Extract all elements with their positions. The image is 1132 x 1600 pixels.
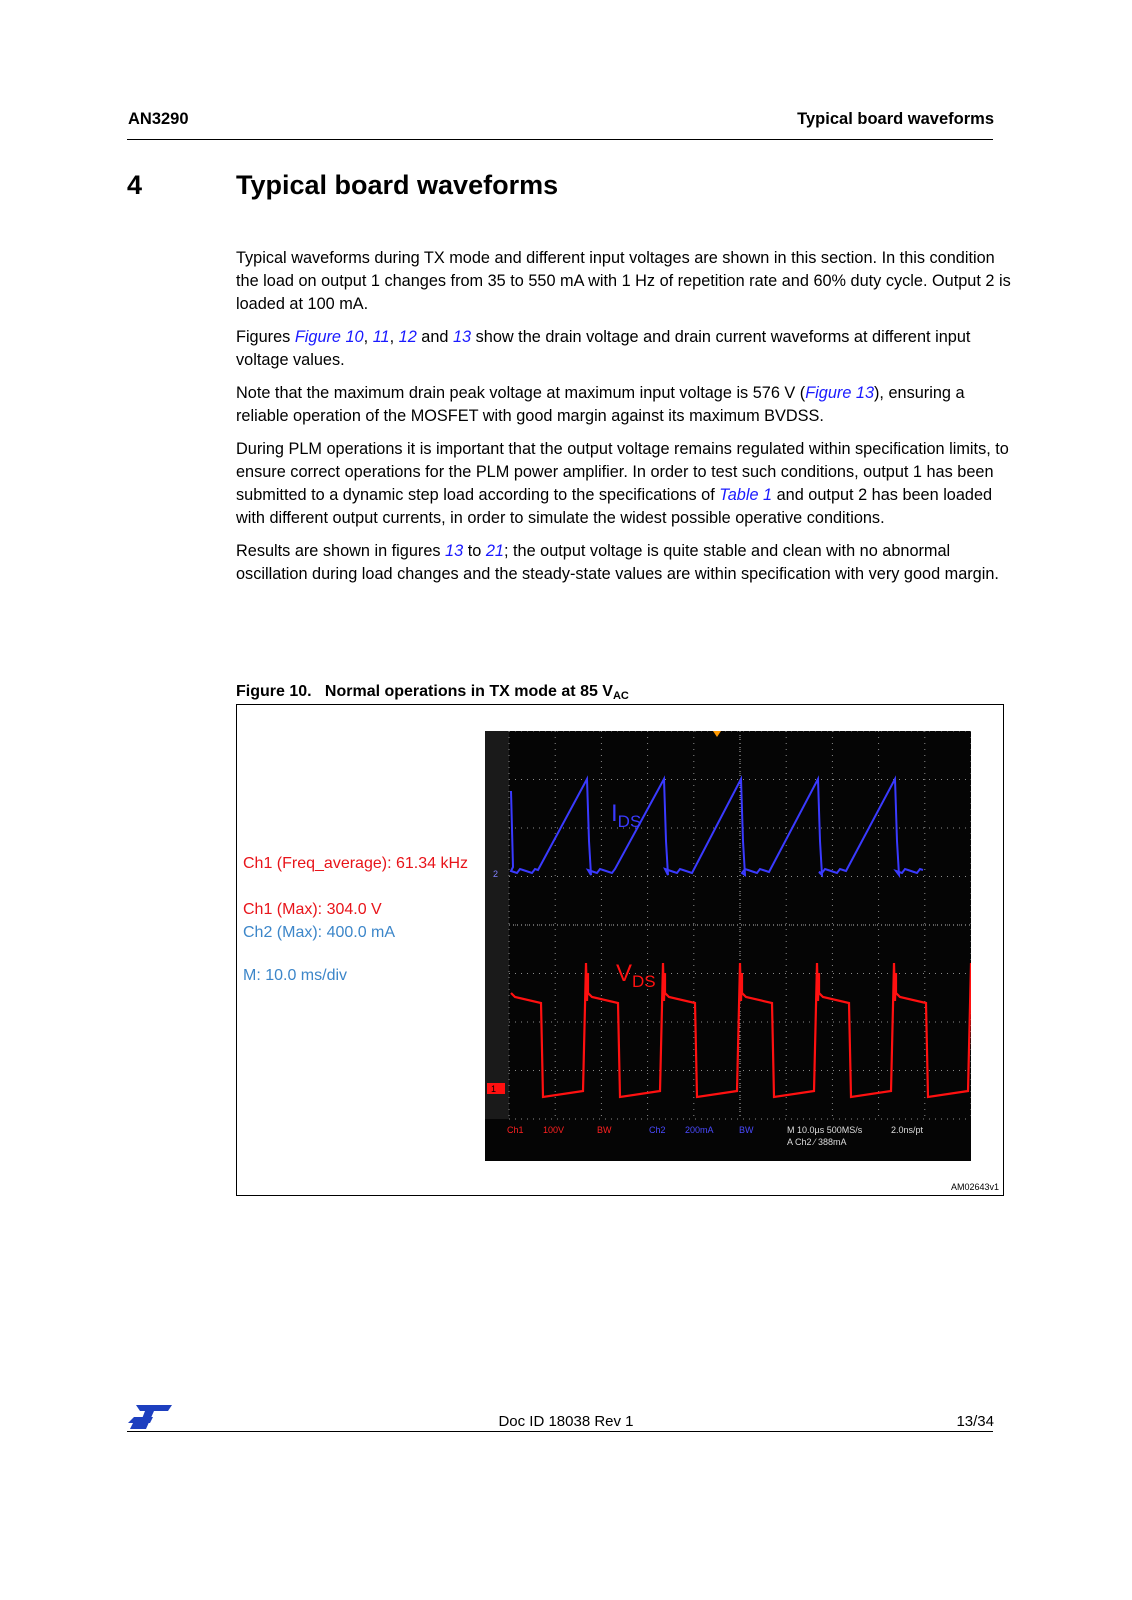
text-run: ), ensuring a reliable operation of the MOSFET with good margin against its maximum BVDSS. [236, 384, 965, 425]
header-rule [127, 139, 993, 140]
figure-caption [236, 683, 629, 702]
text-run: and [416, 328, 453, 346]
annotation-ch2-max: Ch2 (Max): 400.0 mA [243, 924, 396, 941]
scope-background [485, 731, 971, 1161]
text-run: , [363, 328, 373, 346]
caption-text: Figure 10. Normal operations in TX mode at 85 V [236, 683, 613, 700]
vds-label: $V_{DS}$ [616, 960, 656, 991]
text-run: , [389, 328, 399, 346]
link-figure-11[interactable]: 11 [372, 328, 390, 346]
paragraph-intro: Typical waveforms during TX mode and different input voltages are shown in this section. In this condition the load on output 1 changes from 35 to 550 mA with 1 Hz of repetition rate and 60% duty cycle. Output 2 is loaded at 100 mA. [236, 249, 1011, 313]
text-run: Note that the maximum drain peak voltage at maximum input voltage is 576 V ( [236, 384, 806, 402]
text-run: show the drain voltage and drain current waveforms at different input voltage values. [236, 328, 971, 369]
status-points: 2.0ns/pt [891, 1125, 924, 1135]
link-figure-21[interactable]: 21 [485, 542, 504, 560]
link-figure-12[interactable]: 12 [398, 328, 417, 346]
status-ch1: Ch1 [507, 1125, 524, 1135]
text-run: to [463, 542, 486, 560]
figure-id: AM02643v1 [950, 1182, 999, 1192]
status-ch2-scale: 200mA [685, 1125, 714, 1135]
paragraph-figures [236, 326, 1016, 372]
header-section-title: Typical board waveforms [797, 110, 994, 128]
status-timebase: M 10.0µs 500MS/s [787, 1125, 863, 1135]
link-figure-13-b[interactable]: Figure 13 [805, 384, 875, 402]
text-run: Figures [236, 328, 295, 346]
footer-page-number: 13/34 [956, 1413, 994, 1430]
section-title: Typical board waveforms [236, 170, 559, 200]
annotation-timebase: M: 10.0 ms/div [243, 967, 348, 984]
paragraph-results [236, 540, 1016, 586]
text-run: Results are shown in figures [236, 542, 446, 560]
oscilloscope-screen [485, 731, 971, 1161]
status-ch2: Ch2 [649, 1125, 666, 1135]
link-figure-13-c[interactable]: 13 [445, 542, 464, 560]
text-run: ; the output voltage is quite stable and clean with no abnormal oscillation during load changes and the steady-state values are within specification with very good margin. [236, 542, 999, 583]
paragraph-plm [236, 438, 1016, 530]
section-number: 4 [127, 170, 143, 200]
text-run: During PLM operations it is important that the output voltage remains regulated within specification limits, to ensure correct operations for the PLM power amplifier. In order to test such conditions, output 1 has been submitted to a dynamic step load according to the specifications of [236, 440, 1009, 504]
text-run: and output 2 has been loaded with different output currents, in order to simulate the widest possible operative conditions. [236, 486, 993, 527]
footer-rule [127, 1431, 993, 1432]
caption-subscript: AC [612, 690, 629, 702]
status-ch2-bw: BW [739, 1125, 754, 1135]
figure-frame [236, 704, 1004, 1196]
annotation-ch1-max: Ch1 (Max): 304.0 V [243, 901, 382, 918]
header-doc-code: AN3290 [128, 110, 189, 128]
status-trigger: A Ch2 ⁄ 388mA [787, 1137, 847, 1147]
link-table-1[interactable]: Table 1 [719, 486, 773, 504]
scope-left-strip [485, 731, 509, 1119]
footer-doc-id: Doc ID 18038 Rev 1 [498, 1413, 634, 1430]
annotation-frequency: Ch1 (Freq_average): 61.34 kHz [243, 855, 468, 872]
ids-label: $I_{DS}$ [611, 800, 642, 831]
ch2-marker: 2 [493, 869, 499, 879]
status-ch1-bw: BW [597, 1125, 612, 1135]
paragraph-drain-peak [236, 382, 1016, 428]
body-text [236, 247, 1016, 596]
status-ch1-scale: 100V [543, 1125, 565, 1135]
ch1-marker: 1 [491, 1084, 497, 1094]
link-figure-13[interactable]: 13 [453, 328, 472, 346]
link-figure-10[interactable]: Figure 10 [294, 328, 364, 346]
